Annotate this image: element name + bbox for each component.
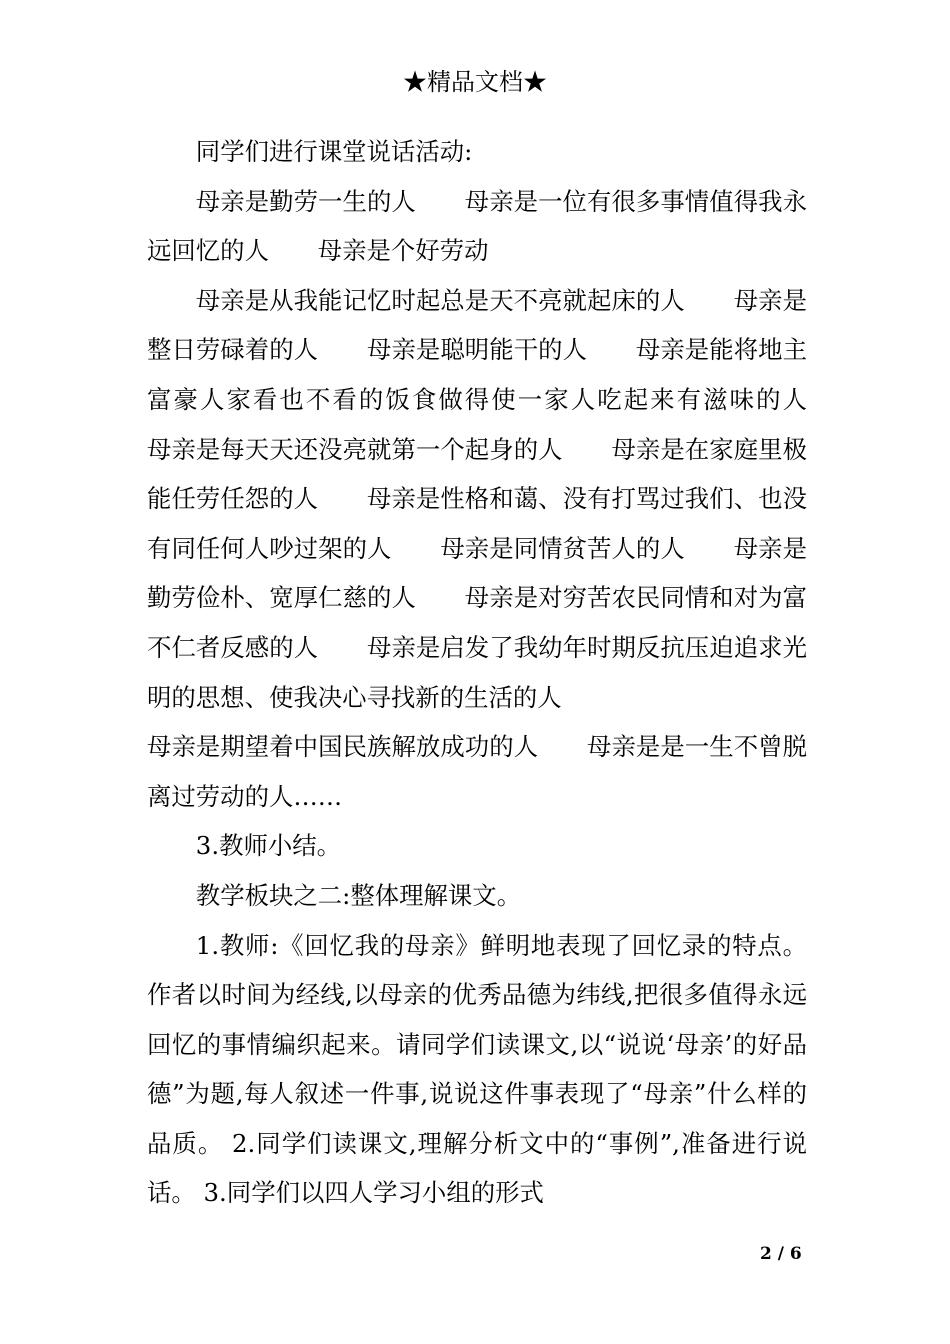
paragraph-teacher-summary: 3.教师小结。 [195, 831, 342, 861]
page-number: 2 / 6 [760, 1244, 802, 1264]
page-header-title: ★精品文档★ [403, 68, 547, 96]
document-body [147, 127, 856, 1218]
paragraph-mother-list-2: 母亲是从我能记忆时起总是天不亮就起床的人 母亲是整日劳碌着的人 母亲是聪明能干的人 母亲是能将地主富豪人家看也不看的饭食做得使一家人吃起来有滋味的人 母亲是每天天还没亮就第一个起身的人 母亲是在家庭里极能任劳任怨的人 母亲是性格和蔼、没有打骂过我们、也没有同任何人吵过架的人 母亲是同情贫苦人的人 母亲是勤劳俭朴、宽厚仁慈的人 母亲是对穷苦农民同情和对为富不仁者反感的人 母亲是启发了我幼年时期反抗压迫追求光明的思想、使我决心寻找新的生活的人 [147, 285, 856, 712]
paragraph-teaching-steps: 1.教师:《回忆我的母亲》鲜明地表现了回忆录的特点。作者以时间为经线,以母亲的优秀品德为纬线,把很多值得永远回忆的事情编织起来。请同学们读课文,以“说说‘母亲’的好品德”为题,每人叙述一件事,说说这件事表现了“母亲”什么样的品质。 2.同学们读课文,理解分析文中的“事例”,准备进行说话。 3.同学们以四人学习小组的形式 [147, 930, 807, 1208]
paragraph-mother-list-3: 母亲是期望着中国民族解放成功的人 母亲是是一生不曾脱离过劳动的人…… [147, 732, 807, 811]
paragraph-section-heading: 教学板块之二:整体理解课文。 [195, 880, 522, 910]
paragraph-mother-list-1: 母亲是勤劳一生的人 母亲是一位有很多事情值得我永远回忆的人 母亲是个好劳动 [147, 186, 807, 266]
paragraph-activity-intro: 同学们进行课堂说话活动: [195, 137, 473, 166]
